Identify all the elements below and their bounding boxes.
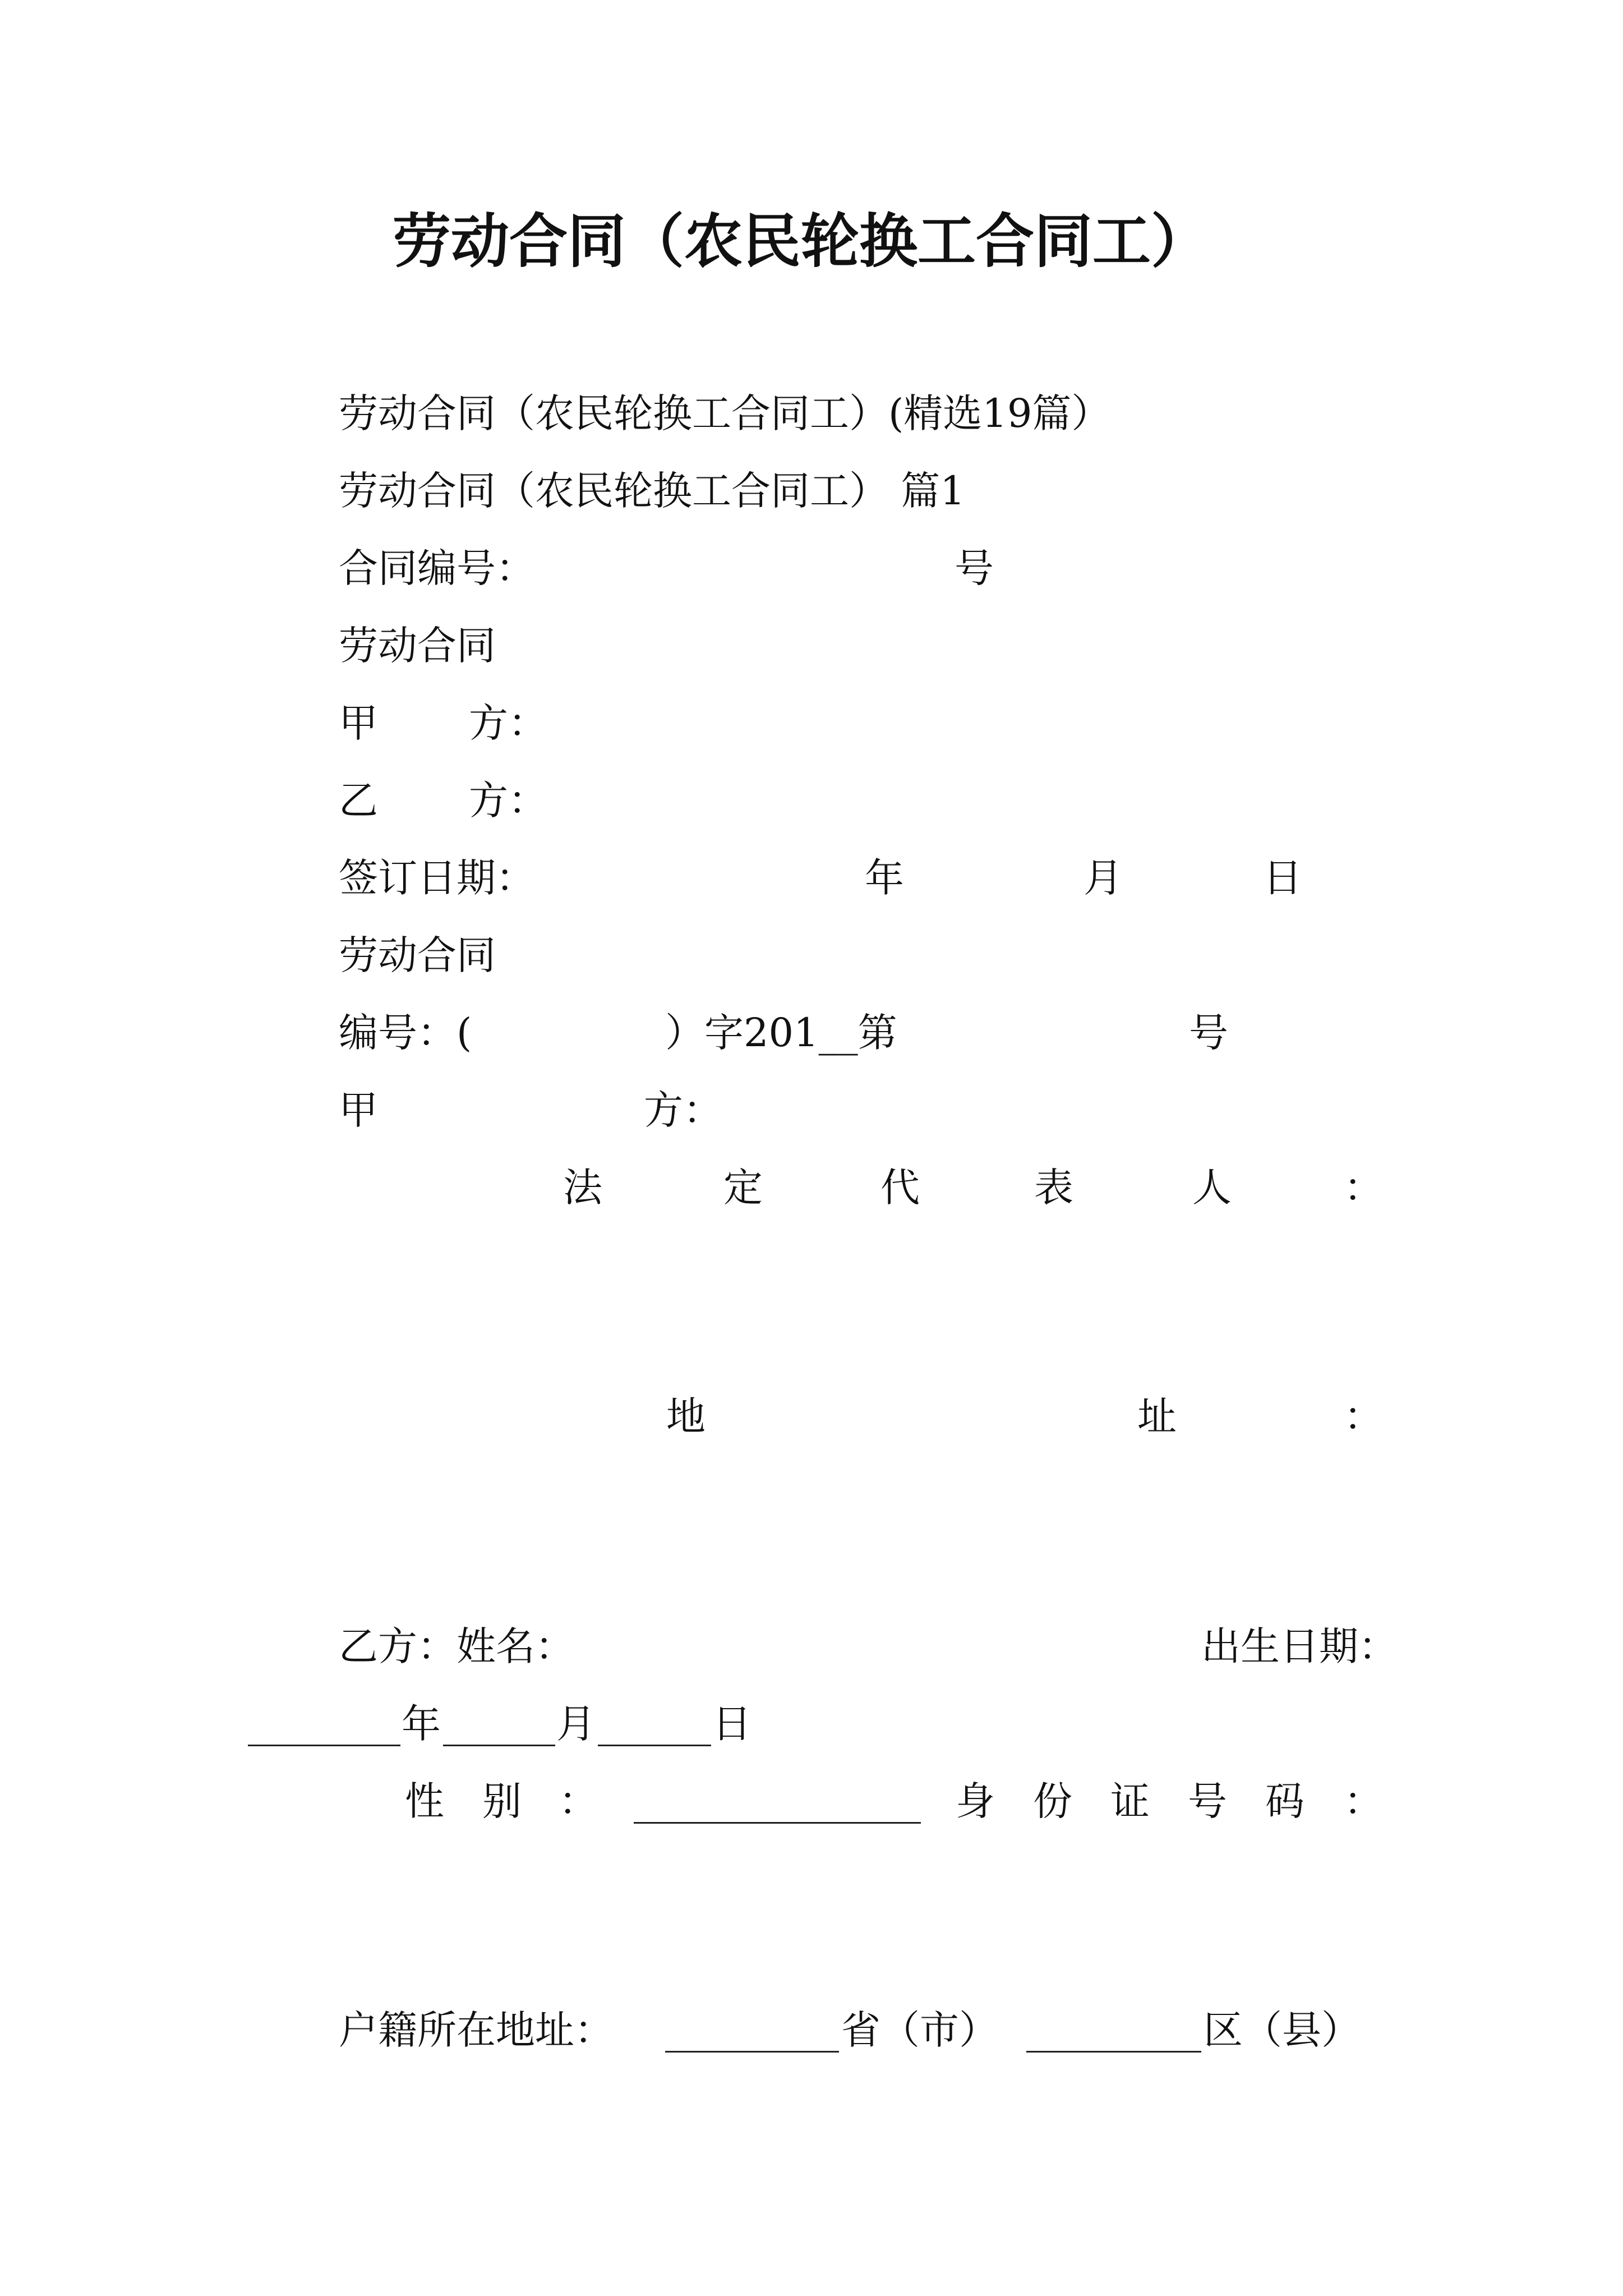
sign-date-label: 签订日期：: [339, 855, 535, 901]
gender-char: 别: [482, 1778, 522, 1824]
id-number-char: 号: [1188, 1778, 1227, 1824]
district-blank: [1026, 2051, 1201, 2053]
province-blank: [665, 2051, 839, 2053]
address-colon: ：: [1344, 1393, 1383, 1439]
id-number-char: 码: [1265, 1778, 1304, 1824]
address-char: 地: [666, 1393, 706, 1439]
address-char: 址: [1137, 1393, 1177, 1439]
district-county-label: 区（县）: [1204, 2007, 1361, 2053]
party-a2-label-jia: 甲: [339, 1087, 378, 1133]
party-a2-label-fang: 方：: [644, 1087, 722, 1133]
legal-rep-char: 代: [880, 1165, 920, 1211]
sign-date-month: 月: [1083, 855, 1123, 901]
birth-day-unit: 日: [712, 1701, 751, 1747]
party-a-label-fang: 方：: [469, 700, 547, 746]
birth-date-label: 出生日期：: [1201, 1623, 1398, 1669]
legal-rep-char: 人: [1192, 1165, 1232, 1211]
article-heading: 劳动合同（农民轮换工合同工） 篇1: [339, 468, 965, 514]
birth-month-unit: 月: [556, 1701, 596, 1747]
party-b-label-yi: 乙: [339, 777, 378, 823]
contract-number-suffix: 号: [955, 545, 994, 591]
legal-rep-char: 定: [723, 1165, 763, 1211]
gender-char: 性: [405, 1778, 444, 1824]
number-label: 编号：(: [339, 1010, 472, 1056]
legal-rep-colon: ：: [1344, 1165, 1383, 1211]
sign-date-day: 日: [1263, 855, 1302, 901]
legal-rep-char: 表: [1034, 1165, 1073, 1211]
sign-date-year: 年: [865, 855, 904, 901]
labor-contract-heading-2: 劳动合同: [339, 932, 496, 978]
gender-colon: ：: [559, 1778, 598, 1824]
id-number-char: 证: [1110, 1778, 1150, 1824]
birth-month-blank: [443, 1745, 555, 1746]
party-a-label-jia: 甲: [339, 700, 378, 746]
id-number-char: 身: [956, 1778, 995, 1824]
document-title: 劳动合同（农民轮换工合同工）: [393, 206, 1210, 275]
gender-blank: [634, 1822, 921, 1824]
birth-year-blank: [248, 1745, 400, 1746]
household-address-label: 户籍所在地址：: [339, 2007, 614, 2053]
collection-heading: 劳动合同（农民轮换工合同工）(精选19篇）: [339, 390, 1111, 436]
birth-year-unit: 年: [402, 1701, 441, 1747]
province-city-label: 省（市）: [841, 2007, 998, 2053]
contract-number-label: 合同编号：: [339, 545, 535, 591]
id-number-colon: ：: [1344, 1778, 1383, 1824]
labor-contract-heading: 劳动合同: [339, 623, 496, 669]
id-number-char: 份: [1033, 1778, 1072, 1824]
birth-day-blank: [598, 1745, 711, 1746]
legal-rep-char: 法: [563, 1165, 602, 1211]
number-suffix: 号: [1189, 1010, 1228, 1056]
party-b-name-label: 乙方：姓名：: [339, 1623, 574, 1669]
party-b-label-fang: 方：: [469, 777, 547, 823]
number-middle: ）字201__第: [665, 1010, 897, 1056]
